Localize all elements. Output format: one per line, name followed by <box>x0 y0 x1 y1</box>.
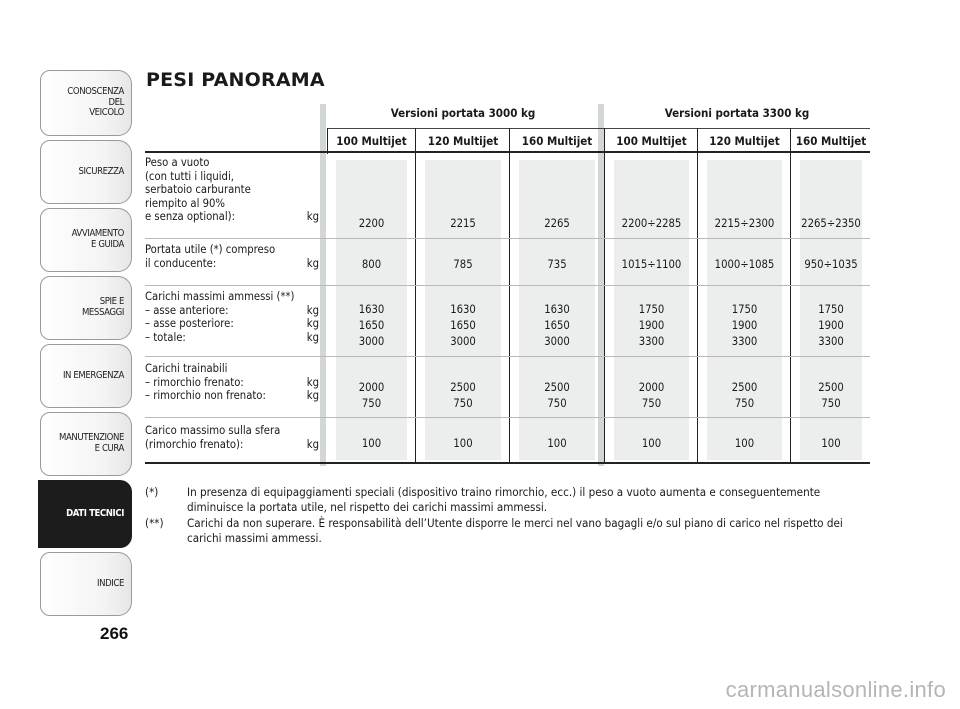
group-header-3000: Versioni portata 3000 kg <box>390 106 536 120</box>
cell-value: 3000 <box>358 335 385 348</box>
cell-value: 750 <box>361 397 382 410</box>
row-label-text: – asse posteriore: <box>145 317 234 330</box>
cell-value: 1630 <box>358 303 385 316</box>
cell-value: 750 <box>453 397 473 410</box>
row-label-line <box>145 331 319 345</box>
row-label-line <box>145 438 319 452</box>
tab-label: DATI TECNICI <box>66 507 124 519</box>
table-cell <box>328 257 415 273</box>
row-label-text: (rimorchio frenato): <box>145 437 244 451</box>
cell-value: 800 <box>361 258 382 271</box>
column-header: 100 Multijet <box>336 134 407 148</box>
row-separator <box>145 356 870 357</box>
row-separator <box>145 285 870 286</box>
table-cell <box>792 216 870 232</box>
footnote <box>145 516 870 545</box>
row-separator <box>145 238 870 239</box>
row-label-line <box>145 362 319 376</box>
cell-value: 750 <box>821 397 841 410</box>
tab-avviamento-e-guida[interactable] <box>40 208 132 272</box>
row-label-text: e senza optional): <box>145 210 235 223</box>
cell-value: 2500 <box>544 381 570 394</box>
row-label-line <box>145 290 319 304</box>
cell-value: 2500 <box>450 381 476 394</box>
table-cell <box>699 216 790 232</box>
cell-value: 3000 <box>544 335 570 348</box>
cell-value: 1650 <box>544 319 570 332</box>
cell-value: 100 <box>734 437 755 450</box>
row-label-text: Portata utile (*) compreso <box>145 243 276 256</box>
row-label-text: Carico massimo sulla sfera <box>145 424 281 437</box>
row-label-text: riempito al 90% <box>145 196 225 210</box>
table-cell <box>328 380 415 412</box>
cell-value: 100 <box>547 437 567 450</box>
column-divider <box>790 128 791 464</box>
table-cell <box>511 436 603 452</box>
cell-value: 3300 <box>731 335 758 348</box>
table-cell <box>699 302 790 350</box>
tab-label: CONOSCENZA DEL VEICOLO <box>67 86 124 119</box>
row-label-line <box>145 257 319 271</box>
row-label-text: – rimorchio frenato: <box>145 375 244 389</box>
cell-value: 100 <box>821 437 841 450</box>
table-cell <box>606 380 697 412</box>
footnote-mark: (*) <box>145 485 159 499</box>
column-header: 120 Multijet <box>427 134 499 148</box>
cell-value: 2000 <box>358 381 385 394</box>
row-label-line <box>145 197 319 211</box>
row-label-line <box>145 424 319 438</box>
cell-value: 100 <box>641 437 662 450</box>
row-label-text: il conducente: <box>145 256 217 270</box>
table-cell <box>792 302 870 350</box>
row-label <box>145 243 319 270</box>
watermark: carmanualsonline.info <box>725 677 946 702</box>
cell-value: 735 <box>547 258 567 271</box>
table-cell <box>328 216 415 232</box>
column-header: 120 Multijet <box>709 134 780 148</box>
row-label-text: Carichi trainabili <box>145 362 228 375</box>
table-cell <box>606 302 697 350</box>
footnotes <box>145 485 870 547</box>
cell-value: 2265÷2350 <box>801 217 861 230</box>
unit-label: kg <box>306 437 319 451</box>
tab-label: IN EMERGENZA <box>62 369 124 381</box>
group-header-3300: Versioni portata 3300 kg <box>664 106 810 120</box>
table-cell <box>792 380 870 412</box>
tab-dati-tecnici[interactable] <box>38 480 132 548</box>
tab-label: AVVIAMENTO E GUIDA <box>71 228 124 250</box>
column-header: 160 Multijet <box>795 134 867 148</box>
table-cell <box>792 436 870 452</box>
row-label-text: – rimorchio non frenato: <box>145 389 266 402</box>
column-divider <box>415 128 416 464</box>
row-label-line <box>145 210 319 224</box>
table-cell <box>417 216 509 232</box>
table-cell <box>511 302 603 350</box>
row-label-text: Peso a vuoto <box>145 156 210 169</box>
cell-value: 2500 <box>818 381 844 394</box>
tab-label: SPIE E MESSAGGI <box>81 296 124 318</box>
tab-label: MANUTENZIONE E CURA <box>59 432 124 454</box>
tab-indice[interactable] <box>40 552 132 616</box>
tab-spie-e-messaggi[interactable] <box>40 276 132 340</box>
tab-label: INDICE <box>97 577 124 589</box>
row-label <box>145 424 319 451</box>
row-label-line <box>145 389 319 403</box>
cell-value: 2265 <box>544 217 570 230</box>
table-cell <box>417 436 509 452</box>
row-label-line <box>145 156 319 170</box>
cell-value: 100 <box>453 437 473 450</box>
cell-value: 785 <box>453 258 473 271</box>
cell-value: 3000 <box>450 335 476 348</box>
unit-label: kg <box>306 303 319 317</box>
cell-value: 2200÷2285 <box>621 217 682 230</box>
cell-value: 750 <box>547 397 567 410</box>
cell-value: 1015÷1100 <box>621 258 682 271</box>
row-label-text: serbatoio carburante <box>145 183 251 196</box>
footnote-text: Carichi da non superare. È responsabilità dell’Utente disporre le merci nel vano bagagli e/o sul piano di carico nel rispetto dei carichi massimi ammessi. <box>187 516 843 545</box>
cell-value: 1630 <box>544 303 570 316</box>
cell-value: 950÷1035 <box>804 258 858 271</box>
table-cell <box>606 216 697 232</box>
row-label-text: – asse anteriore: <box>145 303 229 317</box>
cell-value: 1650 <box>358 319 385 332</box>
table-cell <box>417 257 509 273</box>
cell-value: 1900 <box>818 319 844 332</box>
row-label <box>145 290 319 344</box>
cell-value: 2500 <box>731 381 758 394</box>
unit-label: kg <box>306 210 319 223</box>
column-header: 160 Multijet <box>521 134 593 148</box>
cell-value: 1750 <box>638 303 665 316</box>
table-cell <box>511 380 603 412</box>
row-label-line <box>145 376 319 390</box>
row-label-line <box>145 317 319 331</box>
row-label <box>145 156 319 224</box>
cell-value: 1750 <box>731 303 758 316</box>
table-cell <box>606 436 697 452</box>
row-label-line <box>145 183 319 197</box>
table-cell <box>417 302 509 350</box>
unit-label: kg <box>306 317 319 330</box>
unit-label: kg <box>306 256 319 270</box>
table-cell <box>417 380 509 412</box>
table-cell <box>699 257 790 273</box>
tab-label: SICUREZZA <box>78 165 124 177</box>
column-header: 100 Multijet <box>616 134 687 148</box>
row-separator <box>145 417 870 418</box>
cell-value: 2215÷2300 <box>714 217 775 230</box>
cell-value: 1630 <box>450 303 476 316</box>
table-cell <box>699 380 790 412</box>
header-bottom-rule <box>145 151 870 153</box>
tab-in-emergenza[interactable] <box>40 344 132 408</box>
cell-value: 1650 <box>450 319 476 332</box>
column-divider <box>509 128 510 464</box>
cell-value: 1000÷1085 <box>714 258 775 271</box>
row-label <box>145 362 319 403</box>
cell-value: 750 <box>734 397 755 410</box>
cell-value: 1900 <box>731 319 758 332</box>
table-cell <box>606 257 697 273</box>
table-bottom-rule <box>145 462 870 464</box>
tab-manutenzione-e-cura[interactable] <box>40 412 132 476</box>
cell-value: 1750 <box>818 303 844 316</box>
page-title: PESI PANORAMA <box>146 69 325 91</box>
row-label-text: – totale: <box>145 330 186 344</box>
unit-label: kg <box>306 375 319 389</box>
cell-value: 3300 <box>818 335 844 348</box>
tab-conoscenza-del-veicolo[interactable] <box>40 70 132 136</box>
column-divider <box>697 128 698 464</box>
unit-label: kg <box>306 389 319 402</box>
page-number: 266 <box>100 624 129 643</box>
row-label-line <box>145 243 319 257</box>
footnote-text: In presenza di equipaggiamenti speciali (dispositivo traino rimorchio, ecc.) il peso a vuoto aumenta e conseguentemente diminuisce la portata utile, nel rispetto dei carichi massimi ammessi. <box>187 485 821 514</box>
table-cell <box>328 302 415 350</box>
weights-table <box>145 104 870 466</box>
column-divider <box>604 128 605 464</box>
cell-value: 2000 <box>638 381 665 394</box>
row-label-text: Carichi massimi ammessi (**) <box>145 290 295 303</box>
table-cell <box>511 216 603 232</box>
footnote-mark: (**) <box>145 516 164 530</box>
table-cell <box>328 436 415 452</box>
cell-value: 1900 <box>638 319 665 332</box>
table-cell <box>699 436 790 452</box>
cell-value: 750 <box>641 397 662 410</box>
row-label-line <box>145 170 319 184</box>
row-label-text: (con tutti i liquidi, <box>145 169 234 183</box>
tab-sicurezza[interactable] <box>40 140 132 204</box>
cell-value: 100 <box>361 437 382 450</box>
row-label-line <box>145 304 319 318</box>
table-cell <box>792 257 870 273</box>
table-cell <box>511 257 603 273</box>
cell-value: 2200 <box>358 217 385 230</box>
footnote <box>145 485 870 514</box>
header-rule <box>328 128 870 129</box>
cell-value: 2215 <box>450 217 476 230</box>
unit-label: kg <box>306 330 319 344</box>
cell-value: 3300 <box>638 335 665 348</box>
